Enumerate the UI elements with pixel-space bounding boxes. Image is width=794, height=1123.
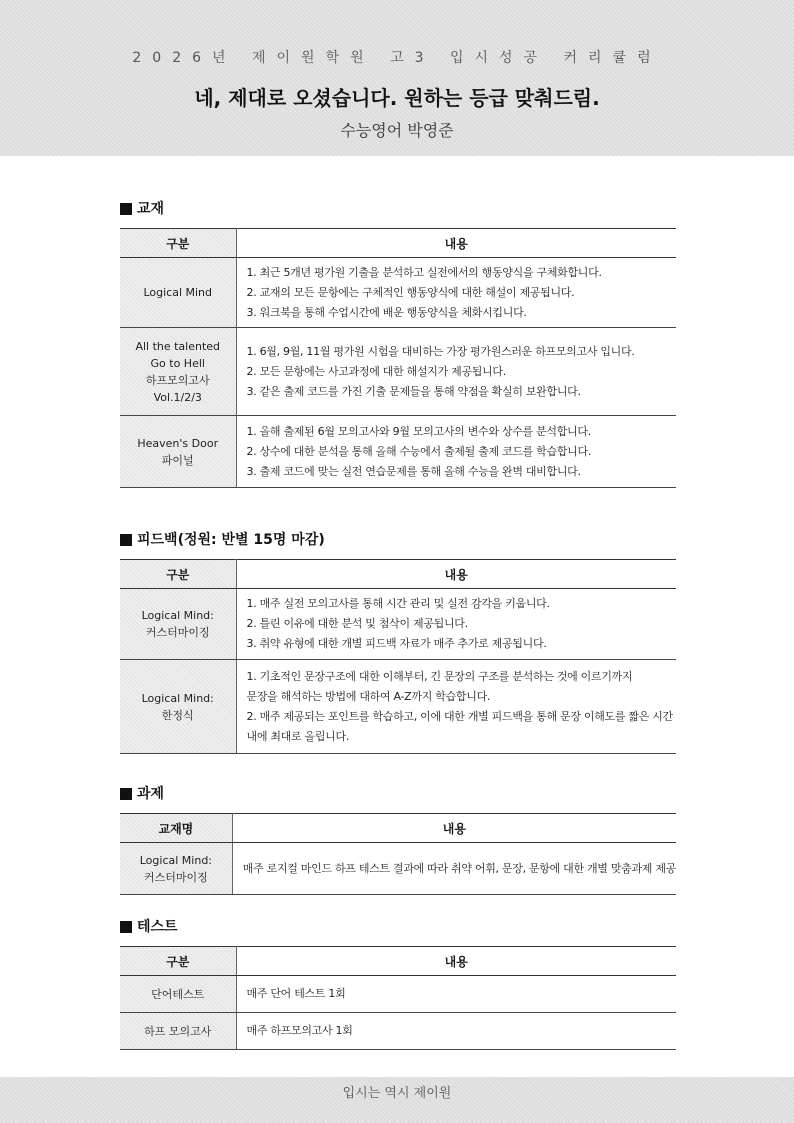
section-title — [120, 530, 676, 550]
content-line: 1. 매주 실전 모의고사를 통해 시간 관리 및 실전 감각을 키웁니다. — [246, 597, 550, 610]
content-line: 2. 틀린 이유에 대한 분석 및 첨삭이 제공됩니다. — [246, 617, 468, 630]
table-header-row — [120, 814, 676, 843]
content-line: 내에 최대로 올립니다. — [246, 729, 350, 743]
row-content — [236, 416, 676, 488]
test-table — [120, 946, 676, 1050]
feedback-section — [120, 530, 676, 754]
content-line: 3. 워크북을 통해 수업시간에 배운 행동양식을 체화시킵니다. — [246, 305, 527, 319]
table-row — [120, 589, 676, 660]
section-title — [120, 917, 676, 937]
row-content — [236, 976, 676, 1013]
section-title — [120, 199, 676, 219]
row-content — [232, 843, 676, 895]
table-row — [120, 416, 676, 488]
row-content — [236, 1013, 676, 1050]
row-label-line: 커스터마이징 — [145, 626, 210, 639]
row-label — [120, 258, 236, 328]
column-header: 구분 — [120, 560, 236, 589]
table-row — [120, 258, 676, 328]
row-label-line: Logical Mind: — [141, 609, 214, 622]
content-line: 1. 올해 출제된 6월 모의고사와 9월 모의고사의 변수와 상수를 분석합니다. — [246, 424, 591, 438]
content-line: 1. 최근 5개년 평가원 기출을 분석하고 실전에서의 행동양식을 구체화합니다. — [246, 265, 602, 279]
row-label-line: Logical Mind: — [139, 853, 213, 867]
page-title: 네, 제대로 오셨습니다. 원하는 등급 맞춰드림. — [194, 86, 600, 110]
square-bullet-icon — [120, 203, 132, 215]
row-label — [120, 416, 236, 488]
row-label — [120, 328, 236, 416]
row-label — [120, 1013, 236, 1050]
content-line: 매주 로지컬 마인드 하프 테스트 결과에 따라 취약 어휘, 문장, 문항에 대한 개별 맞춤과제 제공 — [242, 861, 676, 875]
row-label-line: Go to Hell — [150, 356, 205, 370]
page-header — [0, 0, 794, 156]
assignment-section — [120, 784, 676, 895]
row-content — [236, 328, 676, 416]
row-label-line: All the talented — [135, 339, 221, 353]
row-label-line: 한정식 — [161, 708, 194, 722]
row-content — [236, 258, 676, 328]
content-line: 3. 출제 코드에 맞는 실전 연습문제를 통해 올해 수능을 완벽 대비합니다. — [246, 464, 581, 478]
content-line: 2. 매주 제공되는 포인트를 학습하고, 이에 대한 개별 피드백을 통해 문장 이해도를 짧은 시간 — [246, 709, 673, 723]
section-title-text: 테스트 — [137, 919, 178, 935]
row-label — [120, 843, 232, 895]
assignment-table — [120, 813, 676, 895]
table-header-row — [120, 947, 676, 976]
section-title-text: 교재 — [137, 201, 165, 217]
textbook-table — [120, 228, 676, 488]
row-label — [120, 976, 236, 1013]
table-row — [120, 328, 676, 416]
square-bullet-icon — [120, 921, 132, 933]
content-line: 1. 기초적인 문장구조에 대한 이해부터, 긴 문장의 구조를 분석하는 것에 이르기까지 — [246, 669, 633, 683]
row-label-line: 단어테스트 — [151, 987, 205, 1001]
square-bullet-icon — [120, 534, 132, 546]
content-line: 1. 6월, 9월, 11월 평가원 시험을 대비하는 가장 평가원스러운 하프모의고사 입니다. — [246, 344, 635, 358]
row-label-line: Vol.1/2/3 — [153, 390, 202, 404]
section-title — [120, 784, 676, 804]
feedback-table — [120, 559, 676, 754]
row-label-line: Logical Mind — [143, 286, 213, 299]
content-line: 매주 단어 테스트 1회 — [246, 987, 346, 1000]
page-subtitle: 수능영어 박영준 — [340, 121, 454, 140]
row-label-line: 하프모의고사 — [145, 373, 210, 387]
row-label-line: 하프 모의고사 — [144, 1024, 212, 1038]
content-line: 3. 취약 유형에 대한 개별 피드백 자료가 매주 추가로 제공됩니다. — [246, 637, 547, 650]
column-header: 내용 — [232, 814, 676, 843]
section-title-text: 과제 — [137, 786, 165, 802]
section-title-text: 피드백(정원: 반별 15명 마감) — [137, 532, 325, 548]
column-header: 구분 — [120, 229, 236, 258]
page-footer — [0, 1077, 794, 1123]
content-line: 문장을 해석하는 방법에 대하여 A-Z까지 학습합니다. — [246, 689, 491, 703]
table-row — [120, 1013, 676, 1050]
content-line: 매주 하프모의고사 1회 — [246, 1024, 353, 1037]
column-header: 내용 — [236, 947, 676, 976]
row-label-line: Heaven's Door — [137, 436, 219, 450]
row-label-line: 커스터마이징 — [144, 870, 208, 884]
column-header: 내용 — [236, 560, 676, 589]
table-header-row — [120, 229, 676, 258]
table-row — [120, 976, 676, 1013]
table-row — [120, 660, 676, 754]
row-label-line: 파이널 — [161, 453, 194, 467]
row-label — [120, 660, 236, 754]
row-content — [236, 589, 676, 660]
table-row — [120, 843, 676, 895]
content-line: 2. 상수에 대한 분석을 통해 올해 수능에서 출제될 출제 코드를 학습합니다. — [246, 444, 592, 458]
footer-text: 입시는 역시 제이원 — [342, 1086, 452, 1101]
square-bullet-icon — [120, 788, 132, 800]
column-header: 내용 — [236, 229, 676, 258]
row-content — [236, 660, 676, 754]
row-label-line: Logical Mind: — [141, 691, 214, 705]
row-label — [120, 589, 236, 660]
textbook-section — [120, 199, 676, 488]
table-header-row — [120, 560, 676, 589]
content-line: 3. 같은 출제 코드를 가진 기출 문제들을 통해 약점을 확실히 보완합니다. — [246, 384, 581, 398]
column-header: 교재명 — [120, 814, 232, 843]
content-line: 2. 모든 문항에는 사고과정에 대한 해설지가 제공됩니다. — [246, 364, 506, 378]
test-section — [120, 917, 676, 1050]
content-line: 2. 교재의 모든 문항에는 구체적인 행동양식에 대한 해설이 제공됩니다. — [246, 285, 575, 299]
column-header: 구분 — [120, 947, 236, 976]
curriculum-heading: 2026년 제이원학원 고3 입시성공 커리큘럼 — [132, 50, 662, 66]
